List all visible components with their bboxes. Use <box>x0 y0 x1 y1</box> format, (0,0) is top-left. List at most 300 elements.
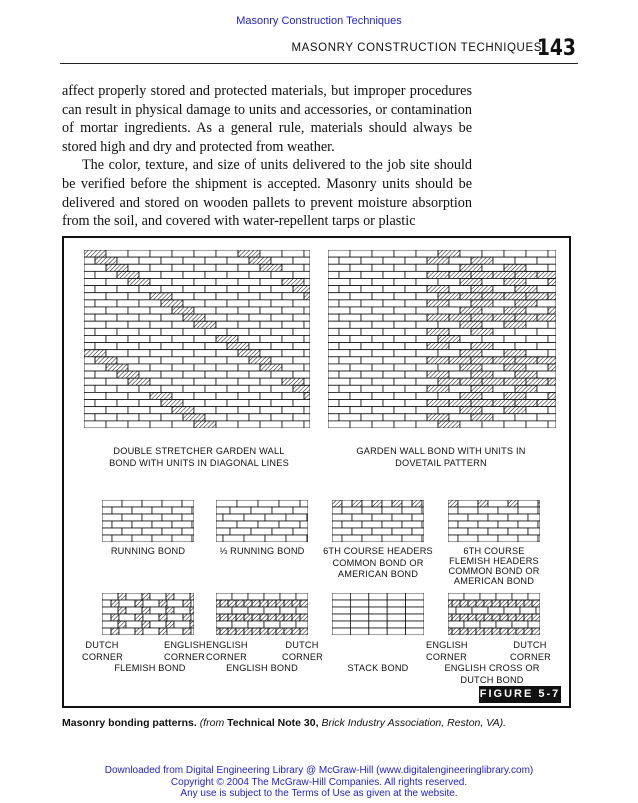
brick <box>328 407 350 414</box>
brick <box>282 307 304 314</box>
brick <box>286 535 307 542</box>
brick <box>276 614 284 621</box>
brick <box>515 328 537 335</box>
brick <box>112 535 132 542</box>
brick <box>468 600 476 607</box>
brick <box>293 286 310 293</box>
brick <box>448 593 464 600</box>
brick <box>328 328 339 335</box>
brick <box>264 607 280 614</box>
brick <box>280 593 296 600</box>
brick <box>150 621 166 628</box>
brick <box>383 271 405 278</box>
brick <box>471 271 493 278</box>
brick <box>307 535 308 542</box>
brick <box>260 278 282 285</box>
brick <box>227 300 249 307</box>
brick <box>122 528 142 535</box>
brick <box>174 607 190 614</box>
brick <box>526 278 548 285</box>
brick <box>238 364 260 371</box>
brick <box>216 250 238 257</box>
brick <box>478 500 488 507</box>
brick <box>482 278 504 285</box>
brick <box>471 257 493 264</box>
brick <box>183 414 205 421</box>
brick <box>515 314 537 321</box>
brick <box>84 343 95 350</box>
brick <box>95 343 117 350</box>
brick <box>537 371 556 378</box>
brick <box>260 335 282 342</box>
brick <box>268 600 276 607</box>
brick <box>139 385 161 392</box>
brick <box>260 614 268 621</box>
brick <box>304 378 310 385</box>
brick <box>458 500 478 507</box>
brick <box>271 300 293 307</box>
brick <box>422 521 424 528</box>
brick <box>427 357 449 364</box>
brick <box>482 350 504 357</box>
brick <box>172 264 194 271</box>
brick <box>300 521 308 528</box>
brick <box>194 335 216 342</box>
brick <box>482 364 504 371</box>
brick <box>280 621 296 628</box>
brick <box>84 257 95 264</box>
brick <box>304 335 310 342</box>
brick <box>150 321 172 328</box>
brick <box>339 314 361 321</box>
brick <box>372 264 394 271</box>
brick <box>293 357 310 364</box>
brick <box>139 328 161 335</box>
brick <box>95 371 117 378</box>
brick <box>372 307 394 314</box>
brick <box>504 335 526 342</box>
brick <box>143 614 159 621</box>
brick <box>478 521 498 528</box>
brick <box>458 521 478 528</box>
footer-line-1[interactable]: Downloaded from Digital Engineering Library @ McGraw-Hill (www.digitalengineeringlibrary.com) <box>104 765 534 776</box>
brick <box>427 328 449 335</box>
brick <box>383 300 405 307</box>
brick <box>526 378 548 385</box>
brick <box>128 278 150 285</box>
brick <box>84 307 106 314</box>
brick <box>402 500 412 507</box>
brick <box>515 371 537 378</box>
brick <box>352 514 372 521</box>
brick <box>394 250 416 257</box>
brick <box>159 628 167 635</box>
brick <box>493 343 515 350</box>
brick <box>227 286 249 293</box>
brick <box>515 257 537 264</box>
brick <box>372 514 392 521</box>
brick <box>132 507 152 514</box>
brick <box>383 414 405 421</box>
brick <box>472 607 488 614</box>
double-stretcher-diagonal-illustration <box>84 250 310 428</box>
brick <box>488 607 504 614</box>
brick <box>372 421 394 428</box>
brick <box>471 371 493 378</box>
brick <box>166 607 174 614</box>
brick <box>332 607 350 614</box>
brick <box>406 593 424 600</box>
running-head: MASONRY CONSTRUCTION TECHNIQUES <box>291 42 542 54</box>
brick <box>449 343 471 350</box>
brick <box>128 378 150 385</box>
brick <box>332 614 350 621</box>
brick <box>405 328 427 335</box>
brick <box>268 628 276 635</box>
brick <box>383 328 405 335</box>
brick <box>150 335 172 342</box>
brick <box>405 300 427 307</box>
footer <box>0 765 638 800</box>
brick <box>484 628 492 635</box>
brick <box>102 607 118 614</box>
brick <box>102 535 112 542</box>
brick <box>449 371 471 378</box>
brick <box>249 314 271 321</box>
brick <box>416 307 438 314</box>
brick <box>383 314 405 321</box>
brick <box>194 350 216 357</box>
brick <box>493 271 515 278</box>
brick <box>102 600 111 607</box>
brick <box>258 521 279 528</box>
brick <box>172 335 194 342</box>
brick <box>452 628 460 635</box>
brick <box>458 507 478 514</box>
brick <box>150 392 172 399</box>
brick <box>139 286 161 293</box>
brick <box>238 335 260 342</box>
brick <box>142 607 150 614</box>
brick <box>205 328 227 335</box>
brick <box>460 407 482 414</box>
brick <box>416 378 438 385</box>
figure-5-7 <box>62 236 571 708</box>
brick <box>84 414 95 421</box>
brick <box>216 507 230 514</box>
brick <box>150 607 166 614</box>
brick <box>260 392 282 399</box>
brick <box>350 392 372 399</box>
brick <box>139 400 161 407</box>
brick <box>394 421 416 428</box>
brick <box>448 500 458 507</box>
brick <box>339 385 361 392</box>
brick <box>249 371 271 378</box>
brick <box>282 335 304 342</box>
brick <box>402 535 422 542</box>
brick <box>142 514 162 521</box>
brick <box>282 392 304 399</box>
brick <box>128 321 150 328</box>
brick <box>350 278 372 285</box>
brick <box>468 628 476 635</box>
brick <box>504 293 526 300</box>
brick <box>95 257 117 264</box>
brick <box>174 593 190 600</box>
brick <box>216 264 238 271</box>
flemish-bond-illustration <box>102 593 194 635</box>
brick <box>249 343 271 350</box>
brick <box>369 614 387 621</box>
brick <box>172 278 194 285</box>
brick <box>227 343 249 350</box>
brick <box>526 264 548 271</box>
brick <box>194 407 216 414</box>
brick <box>84 350 106 357</box>
brick <box>84 264 106 271</box>
brick <box>293 314 310 321</box>
brick <box>412 500 422 507</box>
brick <box>383 286 405 293</box>
brick <box>102 621 118 628</box>
brick <box>438 250 460 257</box>
brick <box>293 528 308 535</box>
figure-caption <box>62 717 582 729</box>
brick <box>284 628 292 635</box>
brick <box>484 614 492 621</box>
brick <box>449 385 471 392</box>
brick <box>112 521 132 528</box>
brick <box>471 286 493 293</box>
brick <box>271 400 293 407</box>
brick <box>282 378 304 385</box>
brick <box>183 385 205 392</box>
brick <box>128 264 150 271</box>
brick <box>460 264 482 271</box>
brick <box>416 264 438 271</box>
brick <box>172 293 194 300</box>
brick <box>372 335 394 342</box>
brick <box>524 614 532 621</box>
label-cross-dutch: DUTCH CORNER <box>510 640 552 662</box>
brick <box>515 357 537 364</box>
brick <box>268 614 276 621</box>
brick <box>508 614 516 621</box>
brick <box>350 264 372 271</box>
brick <box>328 278 350 285</box>
brick <box>128 307 150 314</box>
brick <box>238 421 260 428</box>
brick <box>216 293 238 300</box>
brick <box>332 507 342 514</box>
brick <box>449 328 471 335</box>
brick <box>452 614 460 621</box>
brick <box>526 407 548 414</box>
brick <box>339 271 361 278</box>
brick <box>249 286 271 293</box>
brick <box>548 293 556 300</box>
brick <box>328 300 339 307</box>
brick <box>216 500 237 507</box>
brick <box>118 607 126 614</box>
brick <box>172 378 194 385</box>
brick <box>232 607 248 614</box>
brick <box>106 421 128 428</box>
brick <box>132 521 152 528</box>
brick <box>296 621 308 628</box>
brick <box>528 593 540 600</box>
brick <box>496 593 512 600</box>
brick <box>84 321 106 328</box>
brick <box>438 335 460 342</box>
brick <box>537 357 556 364</box>
brick <box>405 257 427 264</box>
brick <box>372 278 394 285</box>
brick <box>304 350 310 357</box>
brick <box>482 378 504 385</box>
brick <box>482 264 504 271</box>
brick <box>260 293 282 300</box>
brick <box>84 357 95 364</box>
brick <box>159 614 167 621</box>
brick <box>528 514 540 521</box>
brick <box>493 400 515 407</box>
brick <box>518 507 538 514</box>
brick <box>216 514 223 521</box>
brick <box>260 364 282 371</box>
top-link[interactable]: Masonry Construction Techniques <box>236 15 402 27</box>
brick <box>126 607 142 614</box>
brick <box>504 607 520 614</box>
brick <box>183 343 205 350</box>
brick <box>361 414 383 421</box>
brick <box>238 378 260 385</box>
brick <box>387 628 405 635</box>
brick <box>128 407 150 414</box>
brick <box>205 257 227 264</box>
brick <box>438 293 460 300</box>
brick <box>342 500 352 507</box>
label-sixth-flemish: 6TH COURSE FLEMISH HEADERS COMMON BOND OR AMERICAN BOND <box>448 546 540 586</box>
brick <box>416 278 438 285</box>
brick <box>117 400 139 407</box>
brick <box>406 621 424 628</box>
brick <box>84 271 95 278</box>
brick <box>216 364 238 371</box>
brick <box>205 371 227 378</box>
brick <box>119 628 135 635</box>
brick <box>161 343 183 350</box>
brick <box>538 500 540 507</box>
brick <box>548 278 556 285</box>
brick <box>394 278 416 285</box>
brick <box>471 328 493 335</box>
brick <box>328 271 339 278</box>
brick <box>339 300 361 307</box>
brick <box>117 257 139 264</box>
brick <box>328 321 350 328</box>
brick <box>328 335 350 342</box>
brick <box>482 407 504 414</box>
brick <box>406 607 424 614</box>
brick <box>383 385 405 392</box>
brick <box>482 421 504 428</box>
brick <box>282 250 304 257</box>
caption-technote: Technical Note 30, <box>227 717 319 729</box>
brick <box>361 328 383 335</box>
brick <box>394 264 416 271</box>
brick <box>504 378 526 385</box>
brick <box>84 378 106 385</box>
brick <box>183 271 205 278</box>
brick <box>192 521 194 528</box>
brick <box>249 300 271 307</box>
brick <box>216 350 238 357</box>
brick <box>328 264 350 271</box>
brick <box>238 321 260 328</box>
brick <box>117 414 139 421</box>
brick <box>191 600 194 607</box>
brick <box>183 300 205 307</box>
brick <box>205 314 227 321</box>
brick <box>139 271 161 278</box>
brick <box>493 385 515 392</box>
brick <box>152 507 172 514</box>
brick <box>332 514 352 521</box>
brick <box>183 286 205 293</box>
brick <box>548 307 556 314</box>
brick <box>106 307 128 314</box>
brick <box>135 628 143 635</box>
brick <box>449 286 471 293</box>
brick <box>111 600 119 607</box>
brick <box>361 271 383 278</box>
brick <box>150 293 172 300</box>
brick <box>496 621 512 628</box>
brick <box>300 500 308 507</box>
brick <box>538 507 540 514</box>
brick <box>416 293 438 300</box>
brick <box>228 600 236 607</box>
brick <box>271 371 293 378</box>
brick <box>532 628 540 635</box>
brick <box>293 400 310 407</box>
brick <box>84 400 95 407</box>
brick <box>500 628 508 635</box>
brick <box>183 400 205 407</box>
brick <box>504 321 526 328</box>
brick <box>471 385 493 392</box>
brick <box>328 307 350 314</box>
brick <box>106 392 128 399</box>
brick <box>488 528 508 535</box>
brick <box>352 500 362 507</box>
brick <box>438 350 460 357</box>
brick <box>106 293 128 300</box>
brick <box>238 407 260 414</box>
brick <box>161 357 183 364</box>
brick <box>480 593 496 600</box>
brick <box>249 257 271 264</box>
brick <box>183 257 205 264</box>
brick <box>412 514 424 521</box>
brick <box>350 293 372 300</box>
brick <box>284 614 292 621</box>
brick <box>194 264 216 271</box>
paragraph-1: affect properly stored and protected materials, but improper procedures can result in physical damage to units and accessories, or contamination of mortar ingredients. As a general rule, materials should always be stored high and dry and protected from weather. <box>62 83 472 155</box>
brick <box>117 328 139 335</box>
